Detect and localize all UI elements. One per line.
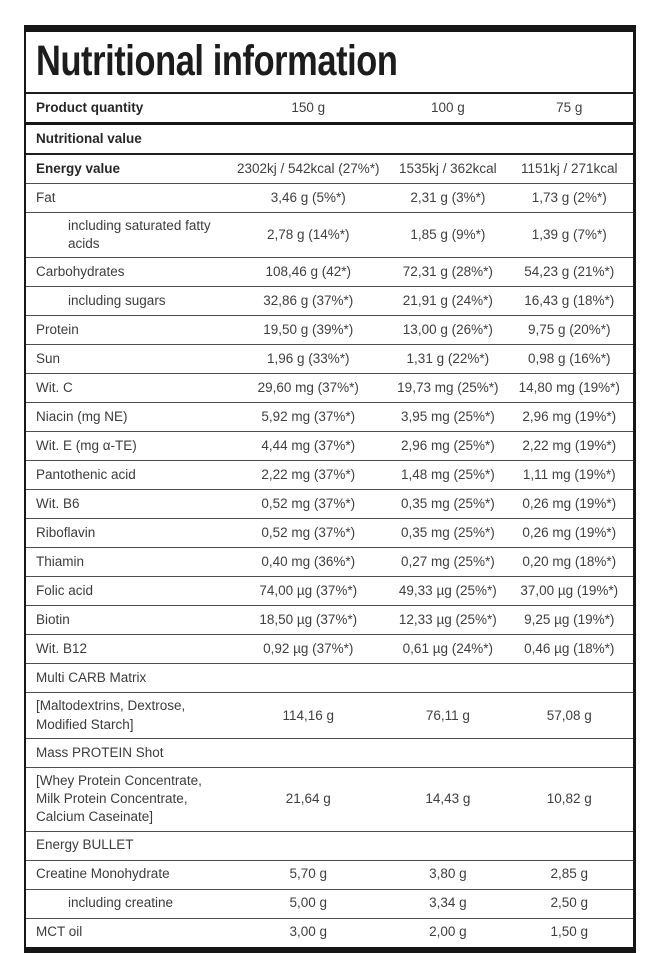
row-value: 2,96 mg (19%*) [522, 409, 617, 425]
section-row [26, 739, 633, 768]
row-value: 1,50 g [550, 924, 588, 940]
row-value: 1,85 g (9%*) [410, 227, 486, 243]
row-value: 0,52 mg (37%*) [261, 496, 356, 512]
row-value: 4,44 mg (37%*) [261, 438, 356, 454]
row-label: Creatine Monohydrate [36, 866, 170, 882]
row-label: Sun [36, 351, 61, 367]
table-row [26, 861, 633, 890]
product-quantity-label: Product quantity [36, 99, 144, 115]
table-row [26, 919, 633, 947]
quantity-column-header: 100 g [430, 99, 465, 115]
row-value: 0,52 mg (37%*) [261, 525, 356, 541]
row-value: 1,11 mg (19%*) [522, 467, 616, 483]
row-label: Mass PROTEIN Shot [36, 744, 164, 760]
table-row [26, 403, 633, 432]
section-row [26, 125, 633, 155]
row-value: 114,16 g [282, 707, 335, 723]
row-value: 1,73 g (2%*) [531, 189, 607, 205]
row-value: 10,82 g [546, 791, 592, 807]
row-value: 1,39 g (7%*) [531, 227, 607, 243]
row-value: 3,80 g [429, 866, 467, 882]
row-label: MCT oil [36, 924, 83, 940]
row-label: Wit. E (mg α-TE) [36, 438, 137, 454]
row-value: 1,96 g (33%*) [266, 351, 350, 367]
row-value: 72,31 g (28%*) [402, 264, 493, 280]
row-label: Wit. C [36, 380, 73, 396]
quantity-column-header: 75 g [556, 99, 583, 115]
row-value: 0,26 mg (19%*) [522, 525, 617, 541]
row-value: 21,64 g [285, 791, 331, 807]
row-value: 19,73 mg (25%*) [397, 380, 499, 396]
row-value: 0,98 g (16%*) [527, 351, 611, 367]
row-value: 2,00 g [429, 924, 467, 940]
row-value: 14,80 mg (19%*) [518, 380, 620, 396]
row-label: including saturated fatty acids [68, 218, 211, 252]
row-label: Wit. B12 [36, 641, 88, 657]
row-label: Multi CARB Matrix [36, 670, 147, 686]
row-value: 12,33 µg (25%*) [398, 612, 497, 628]
page-title: Nutritional information [36, 36, 398, 85]
row-value: 76,11 g [425, 707, 470, 723]
table-row [26, 345, 633, 374]
table-row [26, 693, 633, 738]
row-value: 32,86 g (37%*) [263, 293, 354, 309]
row-label: Fat [36, 189, 56, 205]
row-value: 3,95 mg (25%*) [400, 409, 495, 425]
row-value: 108,46 g (42*) [265, 264, 352, 280]
row-label: [Maltodextrins, Dextrose, Modified Starch] [36, 698, 186, 732]
table-row [26, 287, 633, 316]
row-label: Folic acid [36, 583, 94, 599]
quantity-column-header: 150 g [291, 99, 326, 115]
row-value: 1151kj / 271kcal [520, 160, 618, 176]
row-value: 1,48 mg (25%*) [400, 467, 495, 483]
nutrition-table [24, 25, 636, 953]
table-row [26, 577, 633, 606]
row-label: Riboflavin [36, 525, 96, 541]
row-label: Niacin (mg NE) [36, 409, 128, 425]
row-value: 0,61 µg (24%*) [402, 641, 493, 657]
table-row [26, 461, 633, 490]
row-value: 14,43 g [425, 791, 471, 807]
table-row [26, 490, 633, 519]
row-value: 21,91 g (24%*) [402, 293, 493, 309]
row-label: including creatine [68, 895, 174, 911]
table-row [26, 606, 633, 635]
row-value: 9,25 µg (19%*) [524, 612, 615, 628]
row-label: Thiamin [36, 554, 85, 570]
row-value: 2,78 g (14%*) [266, 227, 350, 243]
table-title-row [26, 32, 633, 94]
table-body [26, 125, 633, 947]
row-value: 2,22 mg (19%*) [522, 438, 617, 454]
row-value: 0,35 mg (25%*) [400, 496, 495, 512]
row-value: 2,31 g (3%*) [410, 189, 486, 205]
row-value: 3,34 g [429, 895, 467, 911]
table-row [26, 374, 633, 403]
table-row [26, 635, 633, 664]
table-row [26, 548, 633, 577]
row-value: 0,26 mg (19%*) [522, 496, 617, 512]
table-row [26, 213, 633, 258]
row-value: 5,00 g [289, 895, 327, 911]
row-value: 37,00 µg (19%*) [520, 583, 619, 599]
row-value: 2302kj / 542kcal (27%*) [236, 160, 380, 176]
row-value: 2,22 mg (37%*) [261, 467, 356, 483]
row-value: 19,50 g (39%*) [263, 322, 354, 338]
row-value: 49,33 µg (25%*) [398, 583, 497, 599]
row-value: 74,00 µg (37%*) [259, 583, 358, 599]
row-value: 18,50 µg (37%*) [259, 612, 358, 628]
row-value: 54,23 g (21%*) [524, 264, 615, 280]
row-value: 1535kj / 362kcal [399, 160, 497, 176]
row-value: 57,08 g [546, 707, 592, 723]
table-row [26, 258, 633, 287]
row-value: 3,46 g (5%*) [270, 189, 346, 205]
table-row [26, 155, 633, 184]
row-value: 29,60 mg (37%*) [257, 380, 359, 396]
row-label: Energy value [36, 160, 121, 176]
row-value: 13,00 g (26%*) [402, 322, 493, 338]
row-value: 2,85 g [550, 866, 588, 882]
row-value: 0,20 mg (18%*) [522, 554, 617, 570]
row-label: Carbohydrates [36, 264, 125, 280]
table-row [26, 519, 633, 548]
table-row [26, 184, 633, 213]
row-label: [Whey Protein Concentrate, Milk Protein Concentrate, Calcium Caseinate] [36, 772, 202, 825]
product-quantity-row [26, 94, 633, 125]
row-value: 9,75 g (20%*) [527, 322, 611, 338]
row-label: including sugars [68, 293, 166, 309]
row-value: 3,00 g [289, 924, 327, 940]
row-label: Biotin [36, 612, 70, 628]
row-value: 0,46 µg (18%*) [524, 641, 615, 657]
row-value: 0,40 mg (36%*) [261, 554, 356, 570]
row-value: 5,70 g [289, 866, 327, 882]
row-value: 0,92 µg (37%*) [263, 641, 354, 657]
table-row [26, 768, 633, 832]
row-value: 16,43 g (18%*) [524, 293, 615, 309]
table-row [26, 316, 633, 345]
row-label: Wit. B6 [36, 496, 80, 512]
row-value: 0,35 mg (25%*) [400, 525, 495, 541]
row-value: 5,92 mg (37%*) [261, 409, 356, 425]
row-label: Nutritional value [36, 130, 142, 146]
row-label: Pantothenic acid [36, 467, 136, 483]
table-row [26, 890, 633, 919]
row-value: 1,31 g (22%*) [406, 351, 490, 367]
table-row [26, 432, 633, 461]
row-label: Protein [36, 322, 79, 338]
section-row [26, 832, 633, 861]
row-value: 0,27 mg (25%*) [400, 554, 495, 570]
row-value: 2,50 g [550, 895, 588, 911]
page [0, 25, 646, 940]
row-label: Energy BULLET [36, 837, 134, 853]
row-value: 2,96 mg (25%*) [400, 438, 495, 454]
section-row [26, 664, 633, 693]
